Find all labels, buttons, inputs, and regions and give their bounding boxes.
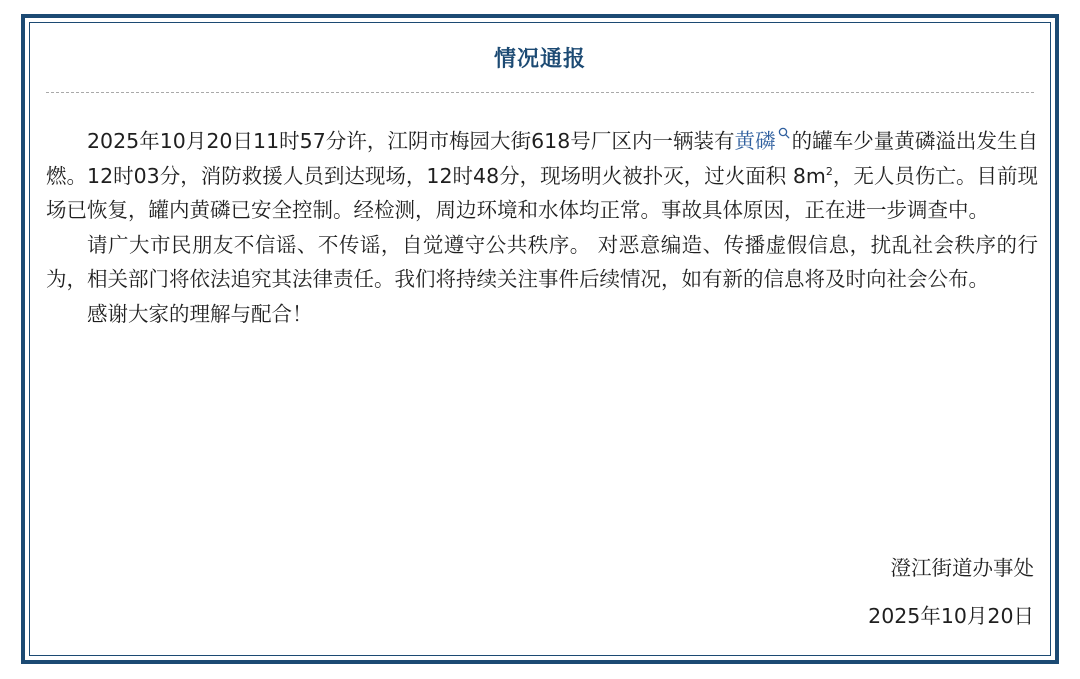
signature-block (868, 544, 1034, 640)
paragraph-incident-text-3: ，无人员伤亡。目前现场已恢复，罐内黄磷已安全控制。经检测，周边环境和水体均正常。事故具体原因，正在进一步调查中。 (46, 163, 1038, 222)
area-unit-superscript: 2 (825, 164, 833, 178)
keyword-link-huanglin[interactable]: 黄磷 (734, 129, 776, 153)
title-divider (46, 92, 1034, 93)
paragraph-warning: 请广大市民朋友不信谣、不传谣，自觉遵守公共秩序。 对恶意编造、传播虚假信息，扰乱社会秩序的行为，相关部门将依法追究其法律责任。我们将持续关注事件后续情况，如有新的信息将及时向社会公布。 (46, 232, 1038, 291)
search-icon[interactable] (778, 127, 790, 139)
paragraph-thanks: 感谢大家的理解与配合！ (87, 301, 313, 326)
signature-date: 2025年10月20日 (868, 604, 1034, 628)
paragraph-incident-text-1: 2025年10月20日11时57分许，江阴市梅园大街618号厂区内一辆装有 (87, 129, 735, 153)
notice-title: 情况通报 (493, 47, 586, 72)
signature-office: 澄江街道办事处 (890, 556, 1034, 580)
notice-body (46, 124, 1038, 331)
paragraph-incident (46, 124, 1038, 228)
paragraph-incident-text-2: 的罐车少量黄磷溢出发生自燃。12时03分，消防救援人员到达现场，12时48分，现场明火被扑灭，过火面积 8m (46, 129, 1039, 188)
